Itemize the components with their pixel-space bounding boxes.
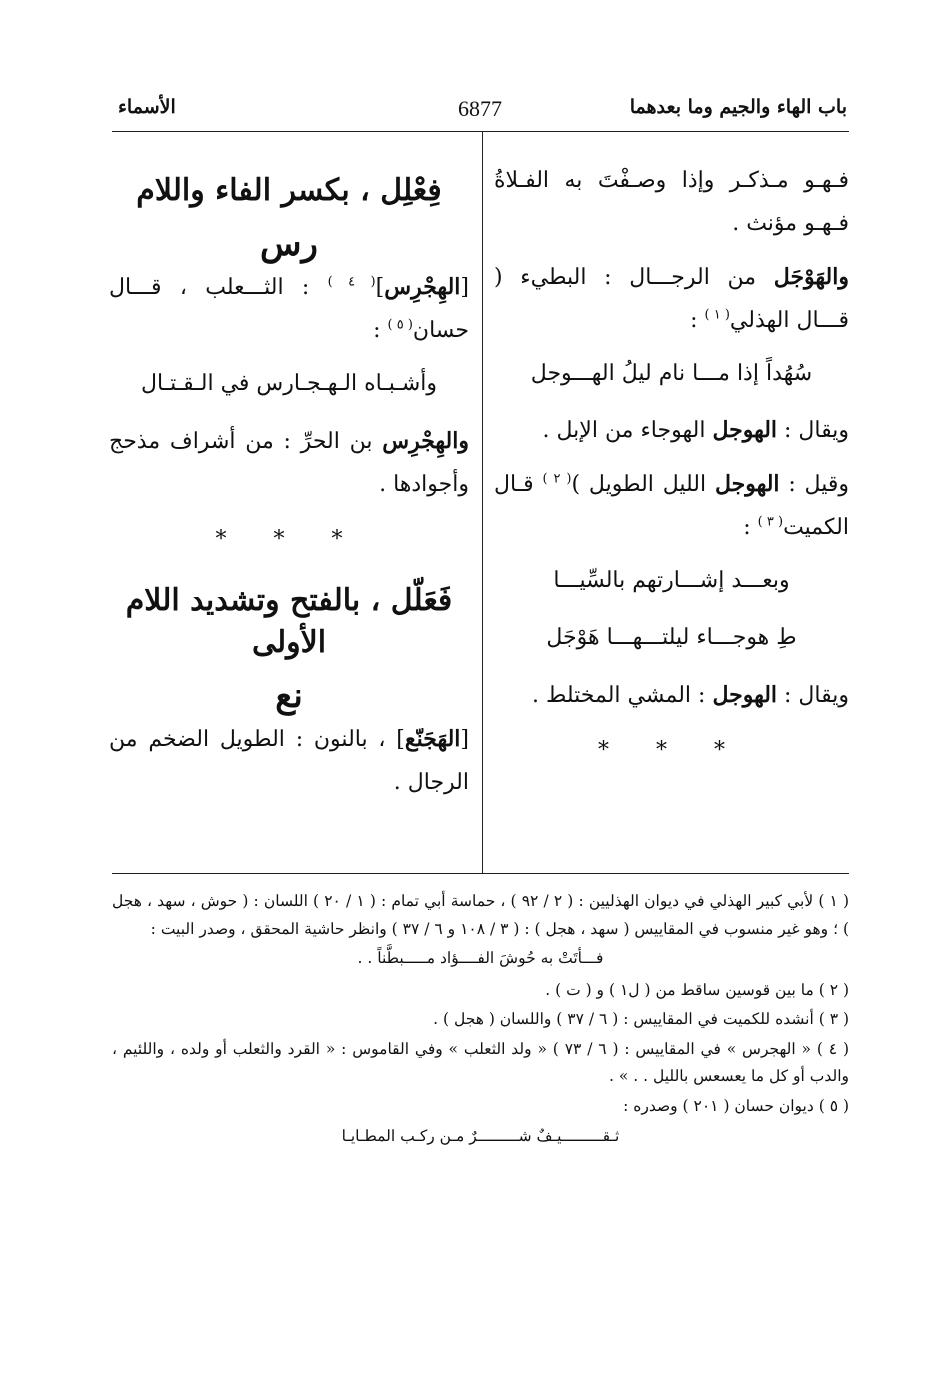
paragraph: [الهَجَنّع] ، بالنون : الطويل الضخم من الرجال .: [109, 725, 469, 795]
footnote-verse: ثـقـــــــــيـفٌ شـــــــــرٌ مـن ركـب المطـايـا: [341, 1126, 620, 1145]
footnote-mark: ( ٥ ): [387, 317, 413, 333]
footnote-4: ( ٤ ) « الهجرس » في المقاييس : ( ٦ / ٧٣ ) « ولد الثعلب » وفي القاموس : « القرد والثعلب أو ولده ، واللئيم ، والدب أو كل ما يعسعس بالليل . . » .: [112, 1039, 850, 1086]
paragraph: [الهِجْرِس]$^{( ٤ )}$ : الثـــعلب ، قـــال حسان$^{( ٥ )}$ :: [109, 274, 469, 344]
paragraph: ويقال : الهوجل الهوجاء من الإبل .: [542, 417, 849, 444]
footnote-divider: [112, 873, 849, 874]
footnote-5: ( ٥ ) ديوان حسان ( ٢٠١ ) وصدره :: [623, 1097, 849, 1116]
footnote-3: ( ٣ ) أنشده للكميت في المقاييس : ( ٦ / ٣٧ ) واللسان ( هجل ) .: [433, 1010, 849, 1029]
paragraph: وقيل : الهوجل الليل الطويل )$^{( ٢ )}$ قـال الكميت$^{( ٣ )}$ :: [494, 471, 849, 541]
paragraph: ويقال : الهوجل : المشي المختلط .: [532, 681, 849, 708]
headword: الهوجل: [714, 471, 780, 498]
page-number: 6877: [458, 96, 502, 121]
verse-line: طِ هوجـــاء ليلتـــهـــا هَوْجَل: [546, 625, 797, 651]
footnotes: [112, 888, 849, 1154]
headword: الهِجْرِس: [384, 274, 461, 301]
root-heading: نع: [275, 675, 303, 716]
footnote-mark: ( ٣ ): [757, 514, 784, 530]
running-head-chapter: باب الهاء والجيم وما بعدهما: [629, 96, 847, 118]
column-divider: [482, 132, 483, 874]
footnote-2: ( ٢ ) ما بين قوسين ساقط من ( ل١ ) و ( ت ) .: [545, 980, 849, 999]
headword: الهَجَنّع: [404, 725, 461, 752]
running-head-section: الأسماء: [118, 96, 176, 118]
paragraph: فـهـو مـذكـر وإذا وصـفْتَ به الفـلاةُ فـهـو مؤنث .: [494, 168, 849, 236]
verse-line: وأشـبـاه الـهـجـارس في الـقـتـال: [140, 370, 438, 396]
footnote-1: ( ١ ) لأبي كبير الهذلي في ديوان الهذليين : ( ٢ / ٩٢ ) ، حماسة أبي تمام : ( ١ / ٢٠ ) اللسان : ( حوش ، سهد ، هجل ) ؛ وهو غير منسوب في المقاييس ( سهد ، هجل ) : ( ٣ / ١٠٨ و ٦ / ٣٧ ) وانظر حاشية المحقق ، وصدر البيت :: [112, 892, 849, 938]
footnote-verse: فـــأتَتْ به حُوشَ الفــــؤاد مـــــبطَّناً . .: [357, 949, 604, 968]
section-separator: * * *: [215, 526, 363, 552]
verse-line: سُهُداً إذا مـــا نام ليلُ الهـــوجل: [530, 360, 813, 386]
footnote-mark: ( ٤ ): [327, 274, 376, 290]
headword: الهوجل: [712, 417, 778, 444]
verse-line: وبعـــد إشـــارتهم بالسِّيـــا: [553, 568, 790, 594]
section-heading: فَعَلّل ، بالفتح وتشديد اللام الأولى: [125, 582, 453, 660]
paragraph: والهِجْرِس بن الحرِّ : من أشراف مذحج وأجوادها .: [109, 427, 469, 497]
headword: الهوجل: [712, 681, 778, 708]
footnote-mark: ( ٢ ): [542, 472, 572, 488]
paragraph: والهَوْجَل من الرجـــال : البطيء ( قـــال الهذلي$^{( ١ )}$ :: [494, 263, 849, 333]
right-column: [494, 160, 849, 791]
section-separator: * * *: [598, 737, 745, 763]
section-heading: فِعْلِل ، بكسر الفاء واللام: [136, 173, 442, 208]
headword: والهَوْجَل: [773, 263, 849, 290]
headword: والهِجْرِس: [382, 427, 469, 454]
footnote-mark: ( ١ ): [704, 307, 730, 323]
left-column: [109, 160, 469, 815]
root-heading: رس: [260, 224, 318, 264]
header-divider: [112, 131, 849, 132]
